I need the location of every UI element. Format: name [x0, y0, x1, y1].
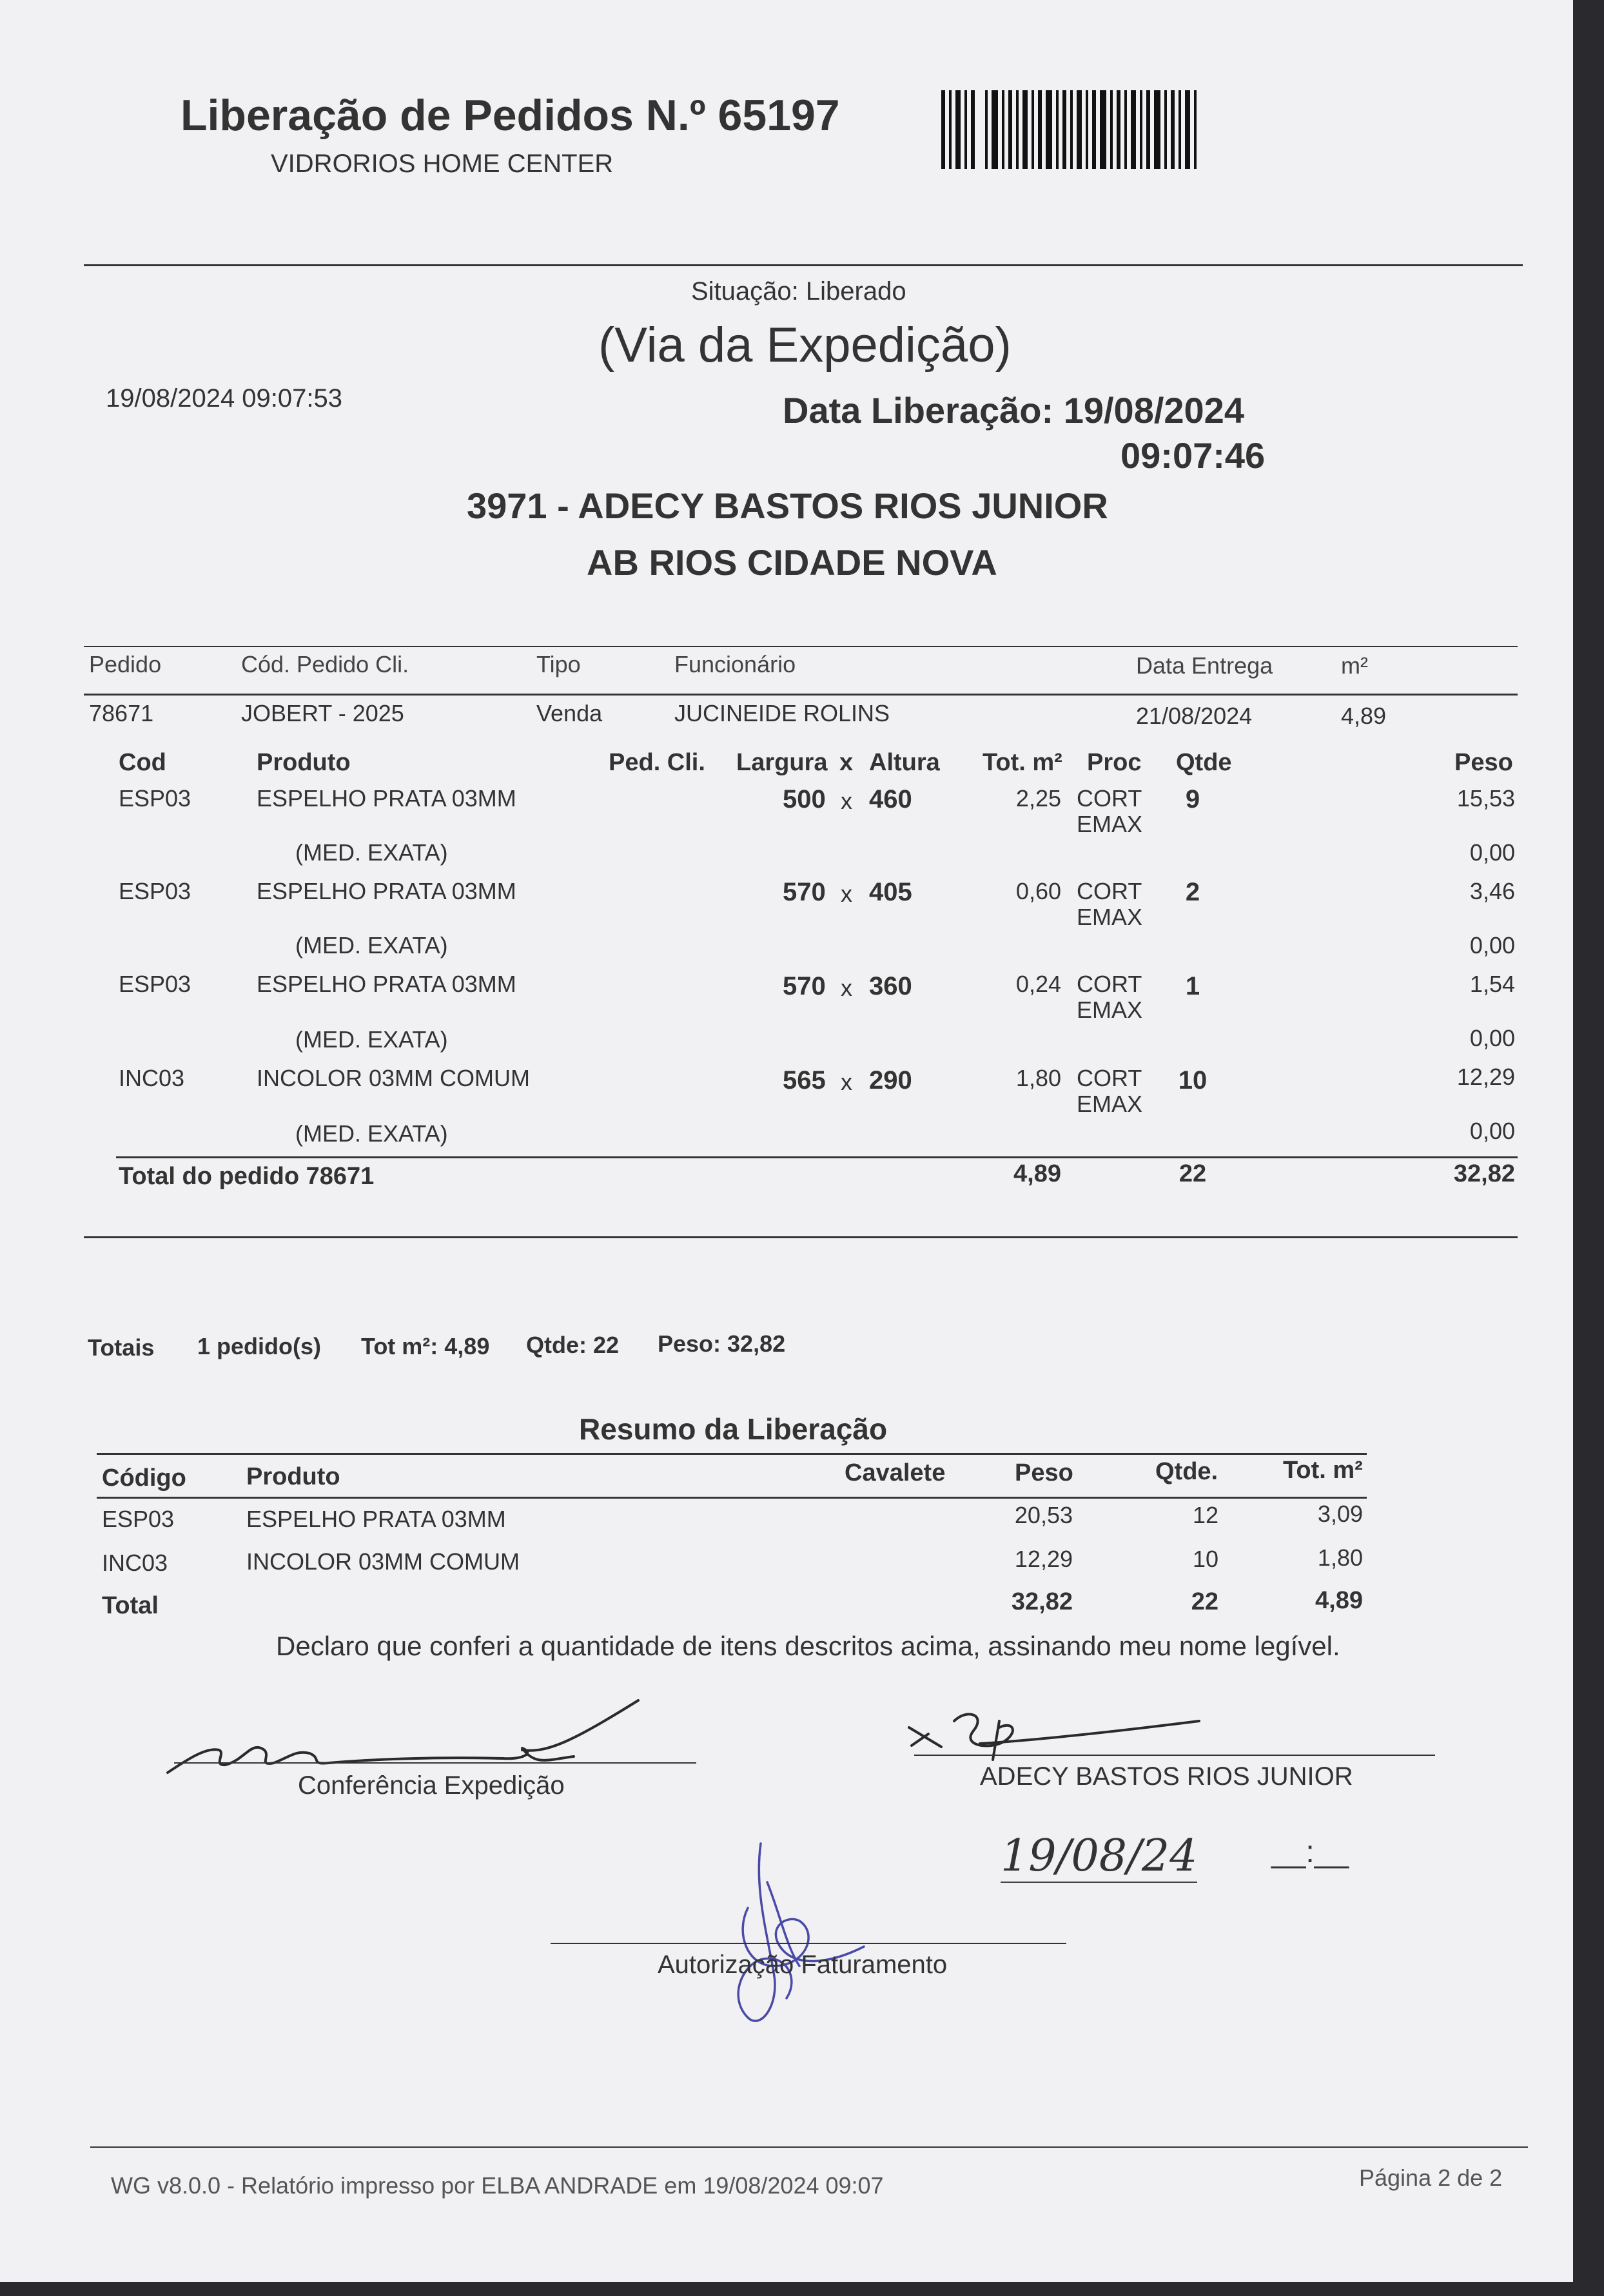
items-col-largura: Largura	[736, 749, 828, 776]
document-title: Liberação de Pedidos N.º 65197	[181, 91, 840, 140]
via-label: (Via da Expedição)	[598, 318, 1012, 373]
items-col-peso: Peso	[1454, 749, 1513, 776]
item-largura: 565	[783, 1066, 826, 1094]
totais-qtde: Qtde: 22	[526, 1332, 620, 1358]
item-qtde: 1	[1185, 972, 1200, 1000]
pedido-total-label: Total do pedido 78671	[119, 1163, 375, 1190]
item-proc-cort: CORT	[1077, 785, 1142, 812]
m2-value: 4,89	[1341, 703, 1387, 729]
item-tot-m2: 2,25	[1015, 785, 1061, 812]
data-liberacao-time: 09:07:46	[1120, 435, 1266, 476]
resumo-header-divider	[97, 1497, 1367, 1499]
print-timestamp: 19/08/2024 09:07:53	[106, 384, 343, 413]
item-sub-peso: 0,00	[1469, 839, 1515, 866]
item-sub-label: (MED. EXATA)	[295, 1120, 448, 1147]
resumo-col-codigo: Código	[102, 1464, 186, 1492]
item-altura: 405	[869, 878, 912, 906]
item-x: x	[841, 975, 852, 1001]
client-name: 3971 - ADECY BASTOS RIOS JUNIOR	[467, 485, 1108, 526]
cliente-signature-label: ADECY BASTOS RIOS JUNIOR	[980, 1762, 1353, 1791]
resumo-top-divider	[97, 1453, 1367, 1455]
resumo-tot-m2: 1,80	[1317, 1544, 1363, 1571]
item-proc-emax: EMAX	[1077, 904, 1143, 930]
resumo-total-label: Total	[102, 1592, 159, 1619]
item-peso: 15,53	[1456, 785, 1515, 812]
resumo-codigo: INC03	[102, 1550, 168, 1576]
col-data-entrega: Data Entrega	[1136, 652, 1273, 679]
resumo-produto: ESPELHO PRATA 03MM	[246, 1506, 506, 1532]
pedido-number: 78671	[89, 700, 154, 726]
signature-conferencia-icon	[161, 1689, 651, 1779]
item-altura: 460	[869, 785, 912, 813]
resumo-col-qtde: Qtde.	[1155, 1458, 1218, 1485]
data-entrega-value: 21/08/2024	[1136, 703, 1253, 729]
item-tot-m2: 0,24	[1015, 971, 1061, 997]
pedido-header-divider	[84, 694, 1518, 696]
item-peso: 3,46	[1469, 878, 1515, 904]
handwritten-date: 19/08/24	[1001, 1831, 1198, 1882]
item-peso: 1,54	[1469, 971, 1515, 997]
item-sub-peso: 0,00	[1469, 932, 1515, 958]
item-produto: ESPELHO PRATA 03MM	[257, 785, 516, 812]
col-tipo: Tipo	[536, 651, 581, 677]
footer-print-info: WG v8.0.0 - Relatório impresso por ELBA ANDRADE em 19/08/2024 09:07	[111, 2172, 884, 2199]
footer-page-number: Página 2 de 2	[1359, 2165, 1503, 2191]
pedido-total-qtde: 22	[1179, 1160, 1207, 1187]
item-largura: 570	[783, 972, 826, 1000]
item-peso: 12,29	[1456, 1064, 1515, 1090]
cod-pedido-cli: JOBERT - 2025	[241, 700, 404, 726]
footer-divider	[90, 2146, 1528, 2148]
item-produto: ESPELHO PRATA 03MM	[257, 878, 516, 904]
item-altura: 290	[869, 1066, 912, 1094]
item-qtde: 9	[1185, 785, 1200, 813]
resumo-codigo: ESP03	[102, 1506, 175, 1532]
item-cod: ESP03	[119, 971, 191, 997]
items-col-altura: Altura	[869, 749, 940, 776]
item-sub-peso: 0,00	[1469, 1025, 1515, 1051]
declaration-text: Declaro que conferi a quantidade de itens descritos acima, assinando meu nome legível.	[276, 1631, 1340, 1661]
item-proc-emax: EMAX	[1077, 1091, 1143, 1117]
funcionario-value: JUCINEIDE ROLINS	[674, 700, 890, 726]
signature-line-conferencia	[174, 1762, 696, 1764]
items-col-tot-m2: Tot. m²	[983, 749, 1062, 776]
resumo-peso: 12,29	[1014, 1546, 1073, 1572]
signature-line-autorizacao	[551, 1943, 1066, 1944]
resumo-total-tot-m2: 4,89	[1315, 1587, 1363, 1614]
items-col-cod: Cod	[119, 749, 166, 776]
signature-line-cliente	[914, 1755, 1435, 1756]
tipo-value: Venda	[536, 700, 603, 726]
item-largura: 500	[783, 785, 826, 813]
data-liberacao: Data Liberação: 19/08/2024	[783, 390, 1244, 431]
resumo-title: Resumo da Liberação	[579, 1412, 888, 1446]
resumo-col-cavalete: Cavalete	[845, 1459, 946, 1486]
item-cod: INC03	[119, 1065, 185, 1091]
items-col-x: x	[839, 749, 854, 776]
situacao-label: Situação: Liberado	[691, 277, 906, 306]
company-name: VIDRORIOS HOME CENTER	[271, 150, 614, 178]
items-col-produto: Produto	[257, 749, 351, 776]
totais-pedidos: 1 pedido(s)	[197, 1333, 322, 1359]
item-qtde: 2	[1185, 878, 1200, 906]
pedido-total-peso: 32,82	[1453, 1160, 1515, 1187]
conferencia-label: Conferência Expedição	[298, 1771, 565, 1800]
col-cod-pedido-cli: Cód. Pedido Cli.	[241, 651, 409, 677]
resumo-produto: INCOLOR 03MM COMUM	[246, 1548, 520, 1575]
item-x: x	[841, 788, 852, 814]
item-x: x	[841, 880, 852, 907]
items-col-ped-cli: Ped. Cli.	[609, 749, 705, 776]
resumo-peso: 20,53	[1014, 1502, 1073, 1528]
section-divider	[84, 1236, 1518, 1238]
item-proc-emax: EMAX	[1077, 997, 1143, 1023]
pedido-table-top	[84, 646, 1518, 647]
totais-m2: Tot m²: 4,89	[361, 1333, 490, 1359]
resumo-col-peso: Peso	[1015, 1459, 1073, 1486]
client-trade-name: AB RIOS CIDADE NOVA	[587, 542, 997, 583]
resumo-col-produto: Produto	[246, 1463, 340, 1490]
totais-label: Totais	[88, 1334, 155, 1361]
item-produto: ESPELHO PRATA 03MM	[257, 971, 516, 997]
autorizacao-label: Autorização Faturamento	[658, 1951, 948, 1979]
item-proc-cort: CORT	[1077, 878, 1142, 904]
handwritten-time-placeholder: __:__	[1271, 1835, 1349, 1869]
col-funcionario: Funcionário	[674, 651, 796, 677]
item-tot-m2: 1,80	[1015, 1065, 1061, 1091]
item-proc-cort: CORT	[1077, 1065, 1142, 1091]
totais-peso: Peso: 32,82	[658, 1330, 786, 1357]
item-altura: 360	[869, 972, 912, 1000]
resumo-total-qtde: 22	[1191, 1588, 1218, 1615]
resumo-tot-m2: 3,09	[1317, 1501, 1363, 1527]
signature-autorizacao-icon	[722, 1837, 877, 2030]
item-sub-label: (MED. EXATA)	[295, 932, 448, 958]
item-proc-emax: EMAX	[1077, 811, 1143, 837]
resumo-qtde: 12	[1192, 1502, 1218, 1528]
resumo-col-tot-m2: Tot. m²	[1283, 1457, 1363, 1484]
item-x: x	[841, 1069, 852, 1095]
item-tot-m2: 0,60	[1015, 878, 1061, 904]
resumo-total-peso: 32,82	[1011, 1588, 1073, 1615]
barcode-icon	[940, 90, 1198, 169]
items-col-qtde: Qtde	[1176, 749, 1232, 776]
resumo-qtde: 10	[1192, 1546, 1218, 1572]
item-cod: ESP03	[119, 785, 191, 812]
item-sub-peso: 0,00	[1469, 1118, 1515, 1144]
item-produto: INCOLOR 03MM COMUM	[257, 1065, 531, 1091]
item-sub-label: (MED. EXATA)	[295, 1026, 448, 1053]
pedido-total-divider	[116, 1156, 1518, 1158]
pedido-total-m2: 4,89	[1013, 1160, 1061, 1187]
col-pedido: Pedido	[89, 651, 162, 677]
col-m2: m²	[1341, 652, 1368, 679]
item-cod: ESP03	[119, 878, 191, 904]
item-proc-cort: CORT	[1077, 971, 1142, 997]
item-sub-label: (MED. EXATA)	[295, 839, 448, 866]
item-largura: 570	[783, 878, 826, 906]
header-divider	[84, 264, 1523, 266]
items-col-proc: Proc	[1087, 749, 1142, 776]
item-qtde: 10	[1178, 1066, 1208, 1094]
